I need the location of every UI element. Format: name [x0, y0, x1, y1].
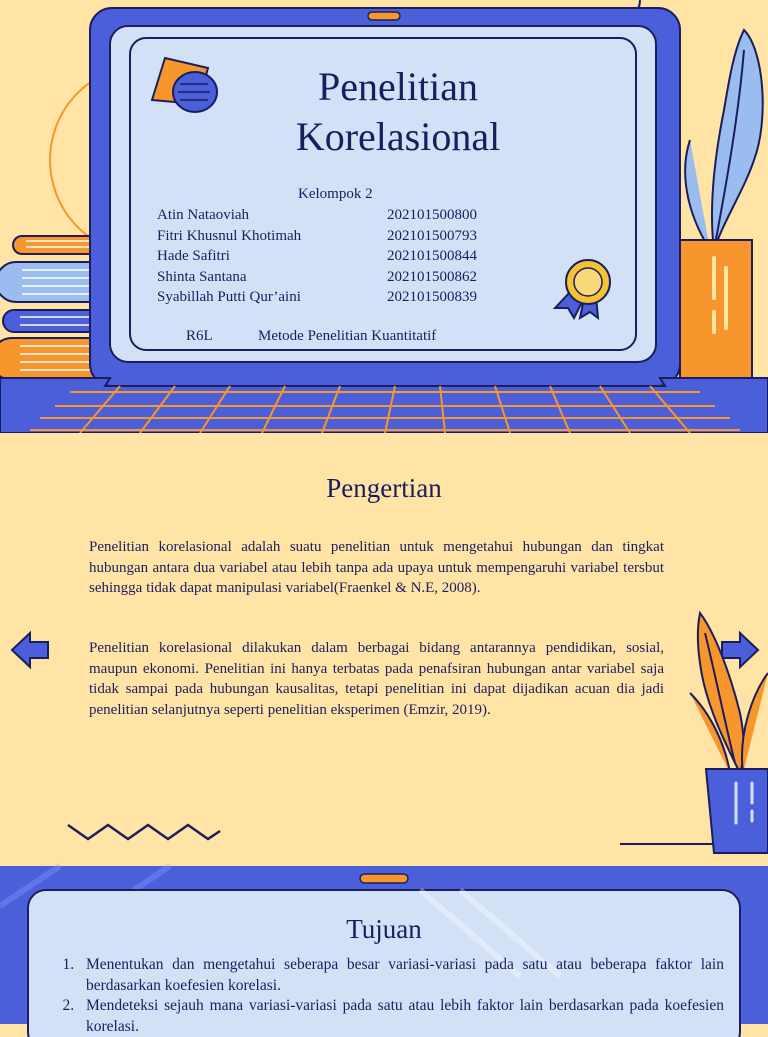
member-row: [157, 205, 517, 226]
section-heading: Tujuan: [346, 914, 422, 944]
member-name: Shinta Santana: [157, 268, 247, 285]
zigzag-decor: [68, 825, 220, 839]
arrow-right-icon: [722, 633, 758, 667]
class-code: R6L: [186, 328, 213, 344]
title-line-1: Penelitian: [318, 64, 478, 109]
member-row: [157, 267, 517, 288]
member-name: Fitri Khusnul Khotimah: [157, 227, 302, 244]
slide-objectives: [0, 866, 768, 1035]
member-id: 202101500839: [387, 289, 477, 305]
title-line-2: Korelasional: [295, 114, 501, 159]
member-name: Hade Safitri: [157, 248, 230, 264]
member-id: 202101500793: [387, 227, 477, 244]
slide-definition: [0, 433, 768, 866]
definition-paragraph-1: Penelitian korelasional adalah suatu penelitian untuk mengetahui hubungan dan tingkat hubungan antara dua variabel atau lebih tanpa ada upaya untuk mempengaruhi variabel tersbut sehingga tidak dapat manipulasi variabel(Fraenkel & N.E, 2008).: [89, 539, 664, 596]
member-row: [157, 226, 517, 247]
definition-paragraph-2: Penelitian korelasional dilakukan dalam berbagai bidang antarannya pendidikan, sosial, maupun ekonomi. Penelitian ini hanya terbatas pada penafsiran hubungan antar variabel saja tidak sampai pada hubungan kausalitas, tetapi penelitian ini dapat dijadikan acuan dia jadi penelitian selanjutnya seperti penelitian eksperimen (Emzir, 2019).: [89, 640, 664, 718]
member-id: 202101500844: [387, 248, 477, 264]
books-icon: [0, 236, 102, 380]
member-id: 202101500862: [387, 268, 477, 285]
group-label: Kelompok 2: [298, 186, 373, 202]
objectives-list: [38, 955, 724, 1037]
member-id: 202101500800: [387, 207, 477, 223]
member-row: [157, 287, 517, 308]
slide-title: [0, 0, 768, 433]
member-name: Atin Nataoviah: [157, 207, 250, 223]
objective-item: 2. Mendeteksi sejauh mana variasi-variasi pada satu atau lebih faktor lain berdasarkan pada koefesien korelasi.: [78, 996, 724, 1037]
member-row: [157, 246, 517, 267]
member-name: Syabillah Putti Qur’aini: [157, 289, 301, 305]
member-list: [157, 205, 517, 308]
section-heading: Pengertian: [326, 473, 442, 503]
objective-item: 1. Menentukan dan mengetahui seberapa besar variasi-variasi pada satu atau beberapa faktor lain berdasarkan koefesien korelasi.: [78, 955, 724, 996]
arrow-left-icon: [12, 633, 48, 667]
course-name: Metode Penelitian Kuantitatif: [258, 328, 437, 344]
